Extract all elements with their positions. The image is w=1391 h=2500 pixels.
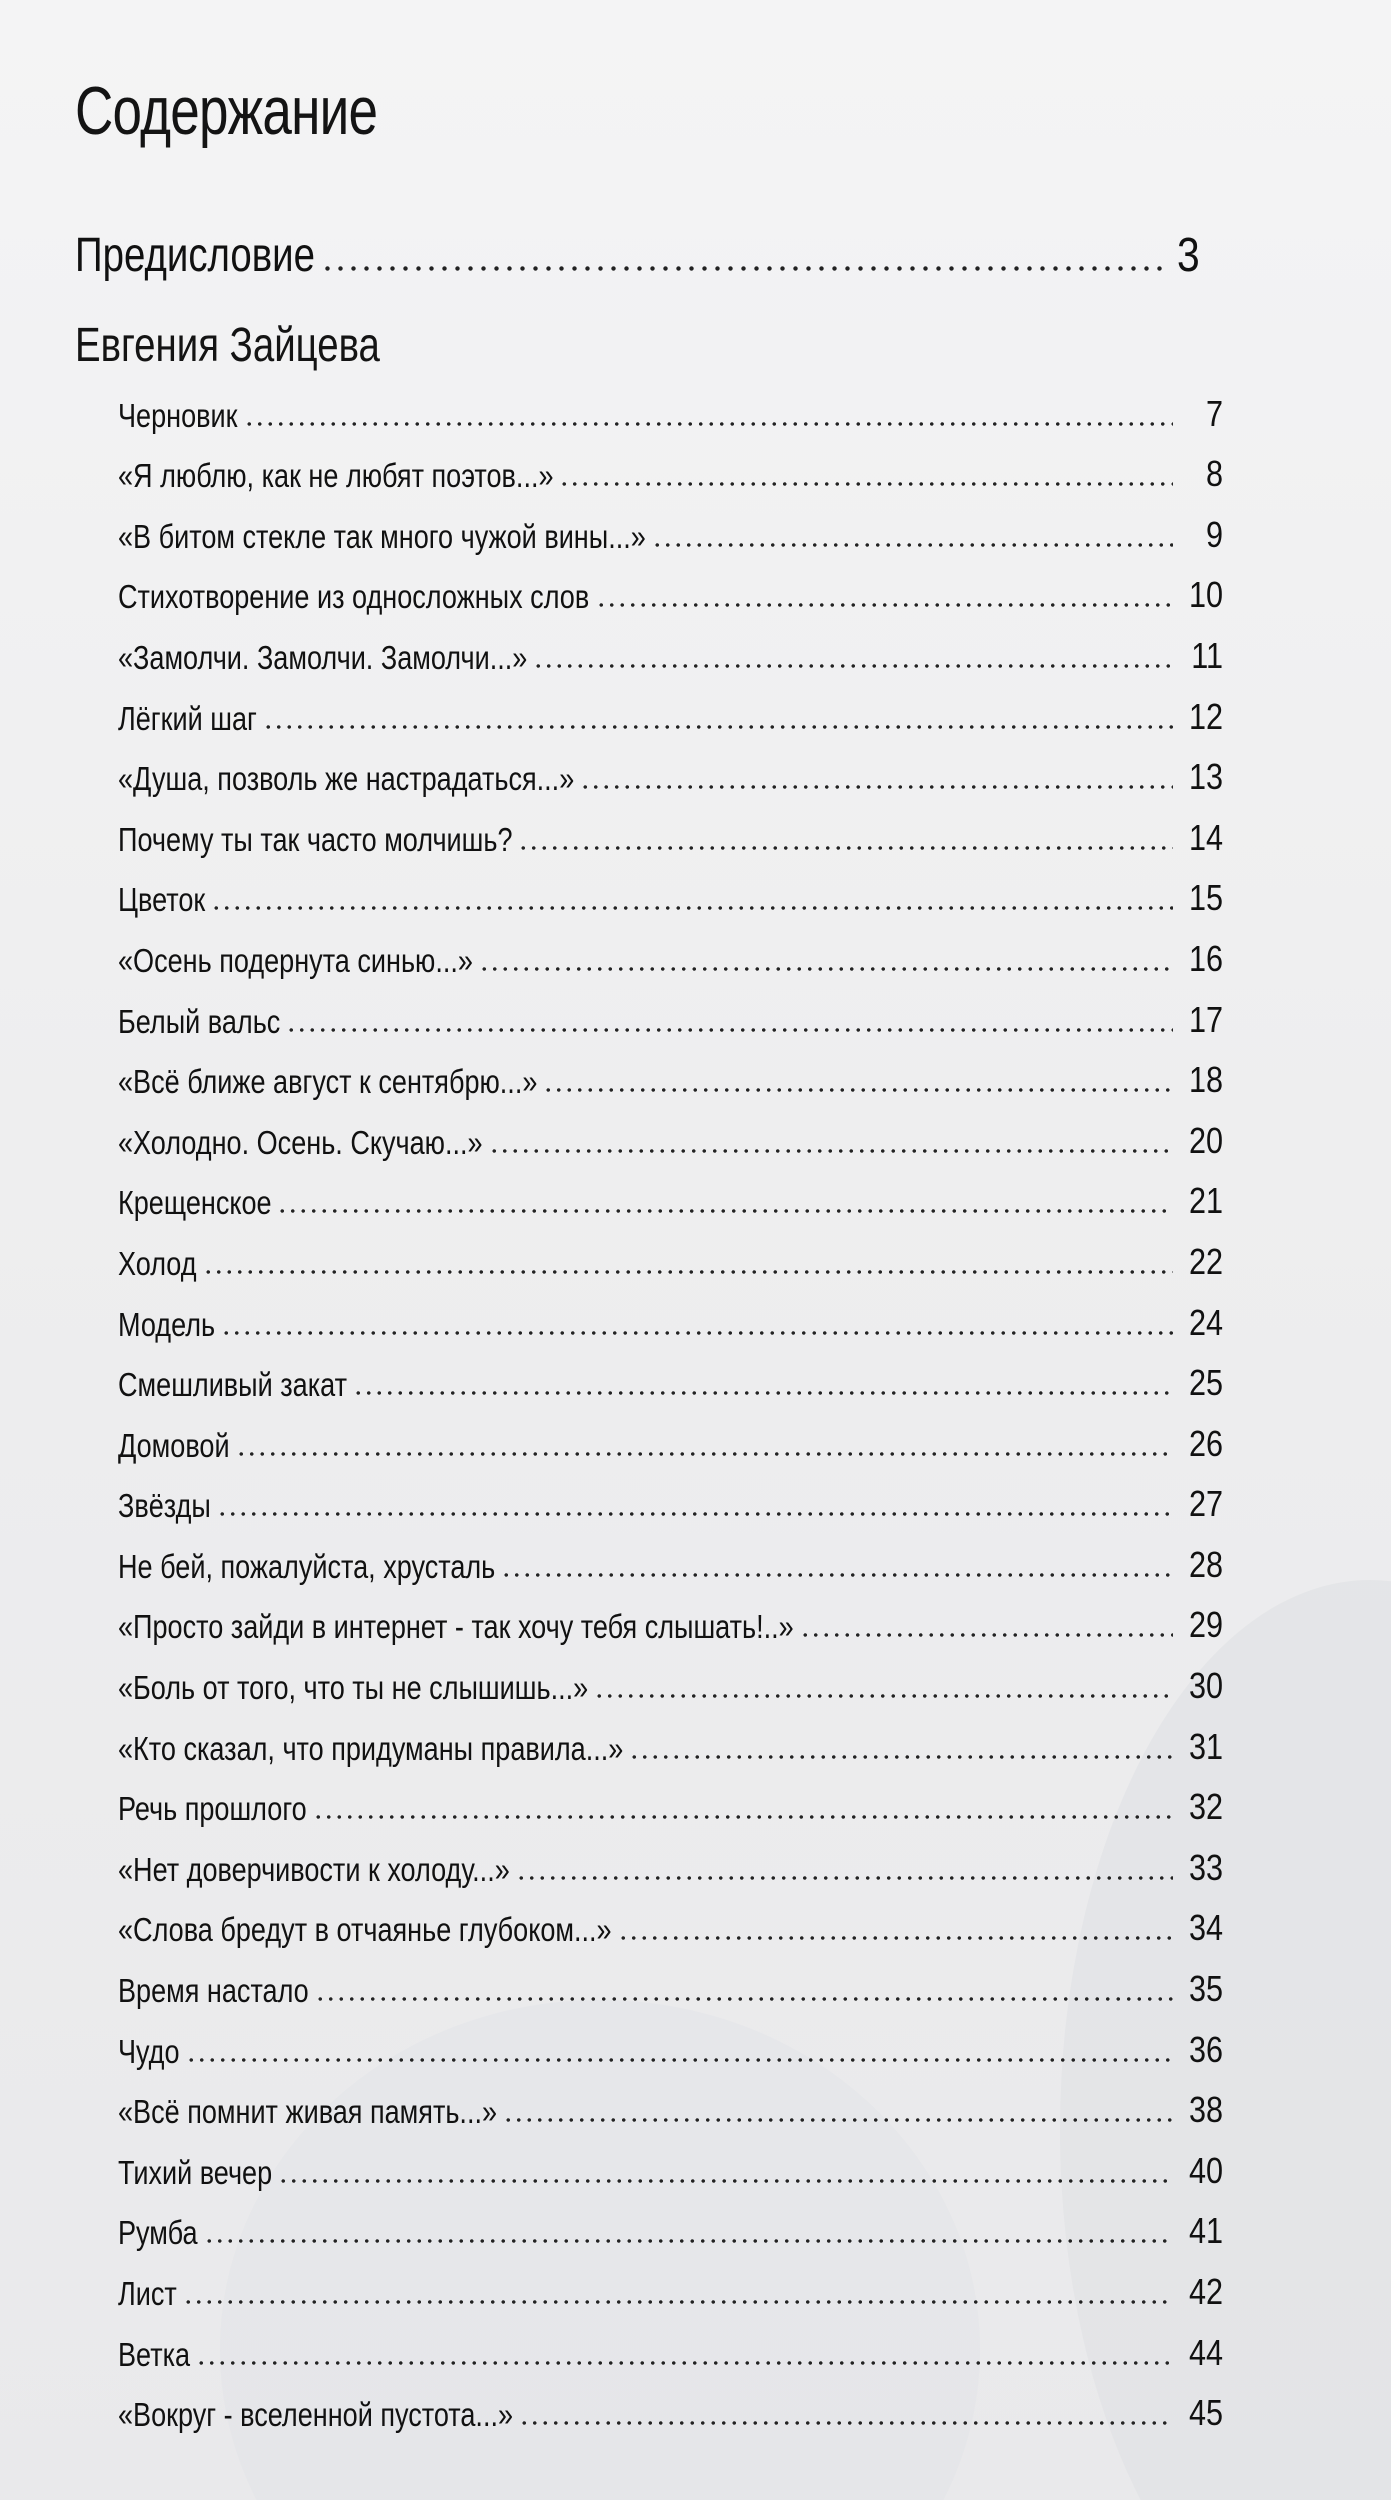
toc-entry-page: 7 <box>1205 392 1223 434</box>
dot-leader <box>501 1573 1173 1577</box>
toc-entry <box>118 1286 1223 1347</box>
toc-preface-label: Предисловие <box>75 229 315 282</box>
toc-entry-title: Крещенское <box>118 1184 272 1222</box>
dot-leader <box>533 664 1173 668</box>
toc-entry-page: 44 <box>1188 2331 1223 2373</box>
toc-entry-page: 9 <box>1205 513 1223 555</box>
toc-entry <box>118 1528 1223 1589</box>
toc-entry <box>118 2255 1223 2316</box>
toc-entry-page: 11 <box>1191 634 1223 676</box>
dot-leader <box>313 1815 1173 1819</box>
toc-entry <box>118 1104 1223 1165</box>
toc-entry <box>118 438 1223 499</box>
toc-entries-list <box>118 377 1223 2437</box>
dot-leader <box>204 2239 1173 2243</box>
toc-entry-title: Чудо <box>118 2032 180 2070</box>
author-heading: Евгения Зайцева <box>75 319 380 372</box>
dot-leader <box>278 2179 1173 2183</box>
toc-entry-page: 29 <box>1188 1604 1223 1646</box>
toc-entry <box>118 2377 1223 2438</box>
dot-leader <box>353 1391 1173 1395</box>
dot-leader <box>203 1270 1173 1274</box>
toc-entry-title: Почему ты так часто молчишь? <box>118 820 513 858</box>
toc-entry-title: «Замолчи. Замолчи. Замолчи...» <box>118 638 528 676</box>
toc-entry <box>118 2074 1223 2135</box>
toc-entry <box>118 1649 1223 1710</box>
toc-entry <box>118 1044 1223 1105</box>
toc-entry-page: 35 <box>1188 1968 1223 2010</box>
toc-entry <box>118 801 1223 862</box>
toc-entry-page: 20 <box>1188 1119 1223 1161</box>
toc-entry <box>118 1347 1223 1408</box>
toc-entry-title: Румба <box>118 2214 198 2252</box>
dot-leader <box>618 1936 1173 1940</box>
toc-entry-title: Смешливый закат <box>118 1366 348 1404</box>
toc-entry-page: 12 <box>1188 695 1223 737</box>
toc-entry-title: Стихотворение из односложных слов <box>118 578 590 616</box>
toc-entry-title: Модель <box>118 1305 216 1343</box>
dot-leader <box>800 1633 1173 1637</box>
toc-entry-page: 33 <box>1188 1846 1223 1888</box>
toc-entry-page: 40 <box>1188 2149 1223 2191</box>
toc-entry-title: Звёзды <box>118 1487 211 1525</box>
toc-entry-title: «Душа, позволь же настрадаться...» <box>118 760 575 798</box>
toc-entry <box>118 1589 1223 1650</box>
toc-entry <box>118 1165 1223 1226</box>
toc-preface-row <box>75 228 1200 288</box>
toc-entry-page: 14 <box>1188 816 1223 858</box>
toc-entry-page: 31 <box>1188 1725 1223 1767</box>
toc-entry-title: «Просто зайди в интернет - так хочу тебя слышать!..» <box>118 1608 794 1646</box>
toc-entry <box>118 498 1223 559</box>
toc-entry <box>118 2013 1223 2074</box>
toc-entry-title: Время настало <box>118 1972 309 2010</box>
toc-entry-title: Лист <box>118 2275 177 2312</box>
dot-leader <box>594 1694 1173 1698</box>
toc-entry-page: 21 <box>1188 1180 1223 1222</box>
toc-entry <box>118 983 1223 1044</box>
toc-entry-page: 45 <box>1188 2392 1223 2434</box>
toc-preface-page: 3 <box>1177 229 1200 282</box>
dot-leader <box>211 906 1173 910</box>
toc-entry <box>118 1771 1223 1832</box>
dot-leader <box>186 2058 1174 2062</box>
toc-entry-page: 13 <box>1188 756 1223 798</box>
toc-entry-title: «Вокруг - вселенной пустота...» <box>118 2396 514 2434</box>
toc-entry-title: «Я люблю, как не любят поэтов...» <box>118 457 554 495</box>
dot-leader <box>518 846 1173 850</box>
toc-entry-page: 28 <box>1188 1543 1223 1585</box>
toc-entry-title: Белый вальс <box>118 1002 281 1040</box>
toc-entry-title: Черновик <box>118 396 238 434</box>
toc-entry-page: 24 <box>1188 1301 1223 1343</box>
dot-leader <box>629 1755 1173 1759</box>
toc-entry-title: «Нет доверчивости к холоду...» <box>118 1850 510 1888</box>
toc-entry-page: 8 <box>1205 453 1223 495</box>
toc-entry-title: Домовой <box>118 1426 230 1464</box>
dot-leader <box>183 2300 1173 2304</box>
toc-entry-page: 15 <box>1188 877 1223 919</box>
toc-entry <box>118 741 1223 802</box>
dot-leader <box>503 2118 1173 2122</box>
toc-entry <box>118 619 1223 680</box>
dot-leader <box>479 967 1173 971</box>
toc-entry <box>118 1407 1223 1468</box>
toc-entry-page: 38 <box>1188 2089 1223 2131</box>
toc-entry-title: Ветка <box>118 2335 191 2373</box>
toc-entry-page: 42 <box>1188 2271 1223 2312</box>
dot-leader <box>315 1997 1173 2001</box>
toc-entry-title: Не бей, пожалуйста, хрусталь <box>118 1547 496 1585</box>
toc-entry-page: 16 <box>1188 937 1223 979</box>
toc-entry-title: Холод <box>118 1244 197 1282</box>
dot-leader <box>652 543 1173 547</box>
toc-entry-title: «Холодно. Осень. Скучаю...» <box>118 1123 483 1161</box>
page-title: Содержание <box>75 73 378 149</box>
dot-leader <box>543 1088 1173 1092</box>
toc-entry <box>118 1952 1223 2013</box>
toc-entry-page: 26 <box>1188 1422 1223 1464</box>
toc-entry-title: «В битом стекле так много чужой вины...» <box>118 517 646 555</box>
dot-leader <box>244 422 1173 426</box>
dot-leader <box>489 1149 1173 1153</box>
toc-entry-page: 10 <box>1188 574 1223 616</box>
dot-leader <box>263 725 1173 729</box>
toc-entry-title: Цветок <box>118 881 206 919</box>
toc-entry-page: 17 <box>1188 998 1223 1040</box>
toc-entry-page: 34 <box>1188 1907 1223 1949</box>
toc-entry-title: Лёгкий шаг <box>118 699 257 737</box>
dot-leader <box>277 1209 1173 1213</box>
toc-entry-title: «Слова бредут в отчаянье глубоком...» <box>118 1911 612 1949</box>
toc-entry <box>118 1710 1223 1771</box>
dot-leader <box>516 1876 1173 1880</box>
toc-entry-title: «Боль от того, что ты не слышишь...» <box>118 1669 589 1707</box>
dot-leader <box>236 1452 1173 1456</box>
toc-entry <box>118 1831 1223 1892</box>
toc-entry <box>118 1892 1223 1953</box>
dot-leader <box>286 1028 1173 1032</box>
toc-entry <box>118 680 1223 741</box>
toc-entry-page: 25 <box>1188 1362 1223 1404</box>
toc-entry <box>118 2316 1223 2377</box>
toc-entry-page: 36 <box>1188 2028 1223 2070</box>
toc-entry <box>118 2134 1223 2195</box>
toc-entry <box>118 1225 1223 1286</box>
toc-entry-title: Речь прошлого <box>118 1790 307 1828</box>
toc-entry-title: «Кто сказал, что придуманы правила...» <box>118 1729 624 1767</box>
toc-entry-title: «Всё ближе август к сентябрю...» <box>118 1063 538 1101</box>
toc-entry-page: 27 <box>1188 1483 1223 1525</box>
dot-leader <box>580 785 1173 789</box>
toc-entry-page: 22 <box>1188 1240 1223 1282</box>
toc-entry-title: «Всё помнит живая память...» <box>118 2093 498 2131</box>
toc-entry <box>118 922 1223 983</box>
dot-leader <box>559 482 1173 486</box>
toc-entry <box>118 559 1223 620</box>
dot-leader <box>196 2361 1173 2365</box>
toc-entry-title: «Осень подернута синью...» <box>118 941 473 979</box>
dot-leader <box>519 2421 1173 2425</box>
toc-entry <box>118 2195 1223 2256</box>
dot-leader <box>321 266 1167 271</box>
toc-entry-title: Тихий вечер <box>118 2153 273 2191</box>
toc-entry-page: 32 <box>1188 1786 1223 1828</box>
dot-leader <box>221 1331 1173 1335</box>
dot-leader <box>596 603 1174 607</box>
toc-entry-page: 18 <box>1188 1059 1223 1101</box>
toc-entry-page: 41 <box>1188 2210 1223 2252</box>
toc-entry <box>118 1468 1223 1529</box>
toc-entry-page: 30 <box>1188 1665 1223 1707</box>
dot-leader <box>217 1512 1173 1516</box>
toc-entry <box>118 377 1223 438</box>
toc-entry <box>118 862 1223 923</box>
